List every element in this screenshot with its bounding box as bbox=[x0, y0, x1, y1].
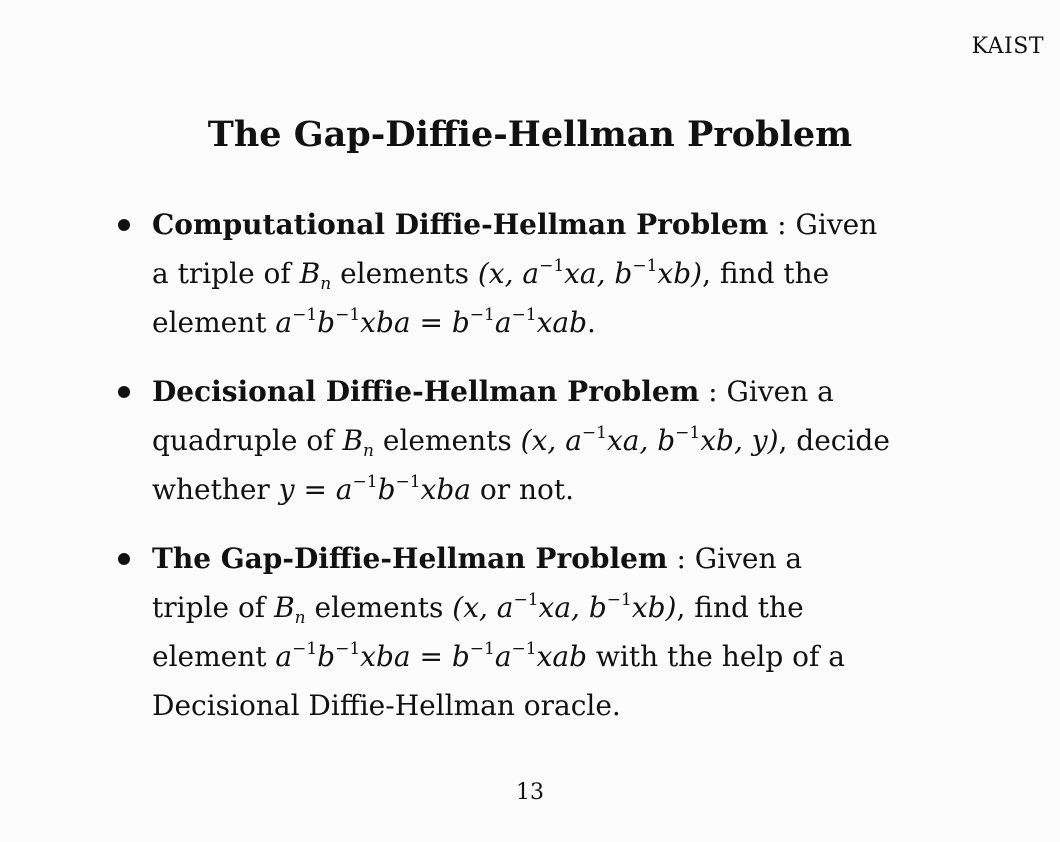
math-equation: $a^{-1}b^{-1}xba = b^{-1}a^{-1}xab$ bbox=[275, 639, 588, 673]
bullet-list bbox=[110, 200, 990, 750]
math-triple: (x, $a^{-1}xa$, $b^{-1}xb$) bbox=[477, 256, 703, 290]
text-fragment: , find the bbox=[702, 257, 830, 290]
math-triple: (x, $a^{-1}xa$, $b^{-1}xb$) bbox=[452, 590, 677, 624]
math-quadruple: (x, $a^{-1}xa$, $b^{-1}xb$, y) bbox=[520, 423, 779, 457]
bullet-term: Decisional Diffie-Hellman Problem bbox=[152, 375, 700, 408]
bullet-term: Computational Diffie-Hellman Problem bbox=[152, 208, 769, 241]
bullet-term: The Gap-Diffie-Hellman Problem bbox=[152, 542, 668, 575]
text-fragment: . bbox=[587, 306, 596, 339]
bullet-line-3 bbox=[152, 632, 990, 681]
math-bn: $B_n$ bbox=[342, 424, 374, 461]
text-fragment: with the help of a bbox=[587, 640, 845, 673]
text-fragment: or not. bbox=[470, 473, 575, 506]
math-bn: $B_n$ bbox=[274, 591, 306, 628]
bullet-computational-dh bbox=[110, 200, 990, 347]
math-equation: $a^{-1}b^{-1}xba = b^{-1}a^{-1}xab$ bbox=[275, 305, 588, 339]
bullet-line-1 bbox=[152, 367, 990, 416]
text-fragment: element bbox=[152, 306, 276, 339]
text-fragment: elements bbox=[374, 424, 521, 457]
bullet-line-2 bbox=[152, 249, 990, 298]
text-fragment: whether bbox=[152, 473, 279, 506]
math-equation: $y = a^{-1}b^{-1}xba$ bbox=[278, 472, 471, 506]
bullet-decisional-dh bbox=[110, 367, 990, 514]
math-bn: $B_n$ bbox=[299, 257, 332, 294]
text-fragment: elements bbox=[305, 591, 453, 624]
page-number: 13 bbox=[516, 780, 544, 805]
bullet-separator: : Given a bbox=[667, 542, 803, 575]
bullet-line-2 bbox=[152, 583, 990, 632]
text-fragment: quadruple of bbox=[152, 424, 343, 457]
bullet-line-3 bbox=[152, 298, 990, 347]
slide-title: The Gap-Diffie-Hellman Problem bbox=[207, 114, 853, 155]
text-fragment: , find the bbox=[676, 591, 804, 624]
text-fragment: triple of bbox=[152, 591, 275, 624]
bullet-line-4: Decisional Diffie-Hellman oracle. bbox=[152, 689, 621, 722]
bullet-dot-icon bbox=[118, 386, 130, 398]
text-fragment: elements bbox=[331, 257, 478, 290]
bullet-line-2 bbox=[152, 416, 990, 465]
text-fragment: element bbox=[152, 640, 276, 673]
bullet-dot-icon bbox=[118, 219, 130, 231]
bullet-separator: : Given bbox=[768, 208, 878, 241]
bullet-line-3 bbox=[152, 465, 990, 514]
text-fragment: , decide bbox=[778, 424, 890, 457]
text-fragment: a triple of bbox=[152, 257, 300, 290]
bullet-line-1 bbox=[152, 534, 990, 583]
bullet-dot-icon bbox=[118, 553, 130, 565]
bullet-separator: : Given a bbox=[699, 375, 834, 408]
bullet-gap-dh bbox=[110, 534, 990, 730]
bullet-line-1 bbox=[152, 200, 990, 249]
org-label: KAIST bbox=[971, 34, 1044, 59]
